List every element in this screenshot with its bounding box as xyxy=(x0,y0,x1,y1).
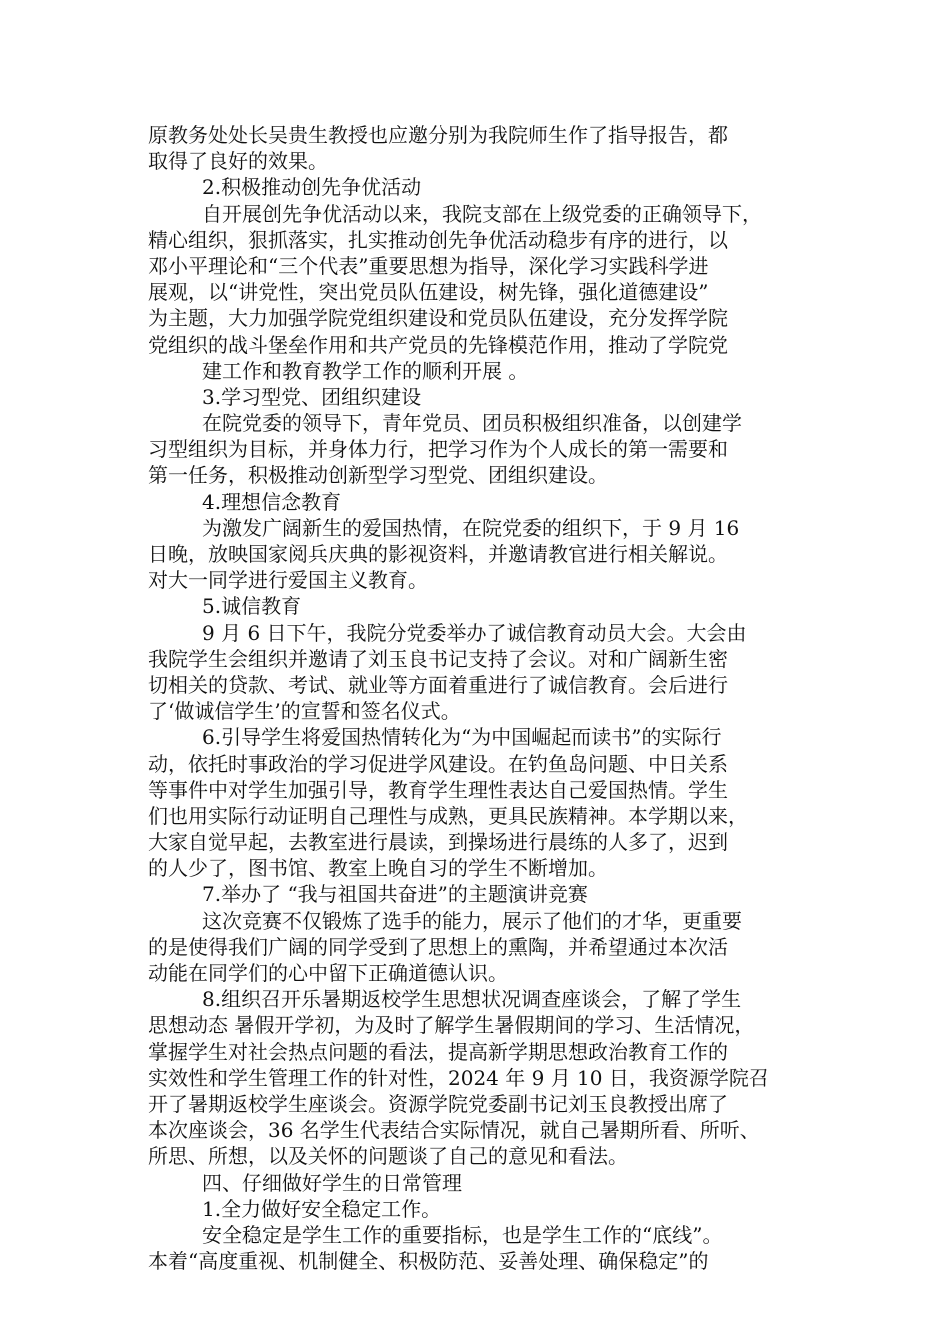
text-line: 我院学生会组织并邀请了刘玉良书记支持了会议。对和广阔新生密 xyxy=(148,646,728,671)
text-line: 第一任务，积极推动创新型学习型党、团组织建设。 xyxy=(148,463,608,488)
text-line: 动能在同学们的心中留下正确道德认识。 xyxy=(148,961,508,985)
text-line: 的人少了，图书馆、教室上晚自习的学生不断增加。 xyxy=(148,856,608,881)
text-line: 9 月 6 日下午，我院分党委举办了诚信教育动员大会。大会由 xyxy=(202,620,747,645)
text-line: 习型组织为目标，并身体力行，把学习作为个人成长的第一需要和 xyxy=(148,437,728,462)
text-line: 日晚，放映国家阅兵庆典的影视资料，并邀请教官进行相关解说。 xyxy=(148,542,728,566)
text-line: 大家自觉早起，去教室进行晨读，到操场进行晨练的人多了，迟到 xyxy=(148,830,728,855)
text-line: 在院党委的领导下，青年党员、团员积极组织准备，以创建学 xyxy=(202,411,742,436)
text-line: 1.全力做好安全稳定工作。 xyxy=(202,1196,442,1221)
text-line: 开了暑期返校学生座谈会。资源学院党委副书记刘玉良教授出席了 xyxy=(148,1091,728,1116)
text-line: 7.举办了 “我与祖国共奋进”的主题演讲竞赛 xyxy=(202,882,588,907)
text-line: 为主题，大力加强学院党组织建设和党员队伍建设，充分发挥学院 xyxy=(148,306,728,331)
text-line: 实效性和学生管理工作的针对性，2024 年 9 月 10 日，我资源学院召 xyxy=(148,1065,769,1090)
text-line: 切相关的贷款、考试、就业等方面着重进行了诚信教育。会后进行 xyxy=(148,672,728,697)
text-line: 本次座谈会，36 名学生代表结合实际情况，就自己暑期所看、所听、 xyxy=(148,1118,760,1143)
text-line: 动，依托时事政治的学习促进学风建设。在钓鱼岛问题、中日关系 xyxy=(148,751,728,776)
text-line: 安全稳定是学生工作的重要指标，也是学生工作的“底线”。 xyxy=(202,1222,723,1247)
text-line: 8.组织召开乐暑期返校学生思想状况调查座谈会，了解了学生 xyxy=(202,987,742,1012)
text-line: 取得了良好的效果。 xyxy=(148,149,328,174)
text-line: 党组织的战斗堡垒作用和共产党员的先锋模范作用，推动了学院党 xyxy=(148,332,728,357)
text-line: 建工作和教育教学工作的顺利开展 。 xyxy=(202,358,529,383)
text-line: 们也用实际行动证明自己理性与成熟，更具民族精神。本学期以来， xyxy=(148,803,748,828)
text-line: 2.积极推动创先争优活动 xyxy=(202,175,422,200)
text-line: 展观，以“讲党性，突出党员队伍建设，树先锋，强化道德建设” xyxy=(148,280,709,305)
text-line: 了‘做诚信学生’的宣誓和签名仪式。 xyxy=(148,699,461,724)
text-line: 对大一同学进行爱国主义教育。 xyxy=(148,568,428,593)
text-line: 的是使得我们广阔的同学受到了思想上的熏陶，并希望通过本次活 xyxy=(148,934,728,959)
text-line: 4.理想信念教育 xyxy=(202,489,342,514)
text-line: 3.学习型党、团组织建设 xyxy=(202,384,422,409)
text-line: 所思、所想，以及关怀的问题谈了自己的意见和看法。 xyxy=(148,1144,628,1169)
text-line: 等事件中对学生加强引导，教育学生理性表达自己爱国热情。学生 xyxy=(148,777,728,802)
text-line: 为激发广阔新生的爱国热情，在院党委的组织下，于 9 月 16 xyxy=(202,515,740,540)
document-body xyxy=(148,122,812,1274)
text-line: 思想动态 暑假开学初，为及时了解学生暑假期间的学习、生活情况， xyxy=(148,1013,755,1038)
text-line: 本着“高度重视、机制健全、积极防范、妥善处理、确保稳定”的 xyxy=(148,1249,709,1274)
text-line: 掌握学生对社会热点问题的看法，提高新学期思想政治教育工作的 xyxy=(148,1039,728,1064)
text-line: 原教务处处长吴贵生教授也应邀分别为我院师生作了指导报告，都 xyxy=(148,123,728,147)
text-line: 这次竞赛不仅锻炼了选手的能力，展示了他们的才华，更重要 xyxy=(202,908,742,933)
text-line: 5.诚信教育 xyxy=(202,594,302,619)
text-line: 精心组织，狠抓落实，扎实推动创先争优活动稳步有序的进行，以 xyxy=(148,227,728,252)
text-line: 自开展创先争优活动以来，我院支部在上级党委的正确领导下， xyxy=(202,201,762,226)
text-line: 6.引导学生将爱国热情转化为“为中国崛起而读书”的实际行 xyxy=(202,725,722,750)
text-line: 邓小平理论和“三个代表”重要思想为指导，深化学习实践科学进 xyxy=(148,253,709,278)
text-line: 四、仔细做好学生的日常管理 xyxy=(202,1170,462,1195)
